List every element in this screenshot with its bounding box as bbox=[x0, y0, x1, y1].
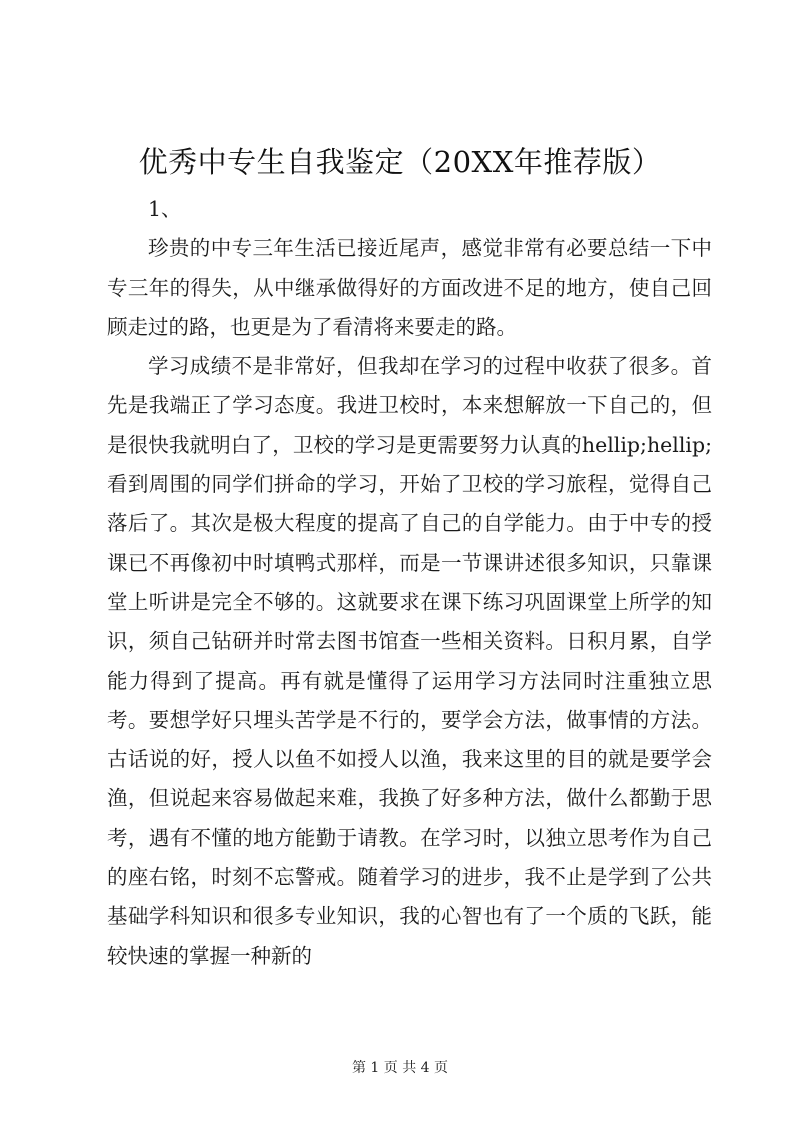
page-number-footer: 第 1 页 共 4 页 bbox=[351, 1060, 449, 1076]
paragraph-study: 学习成绩不是非常好，但我却在学习的过程中收获了很多。首先是我端正了学习态度。我进卫校时，本来想解放一下自己的，但是很快我就明白了，卫校的学习是更需要努力认真的hellip;hellip;看到周围的同学们拼命的学习，开始了卫校的学习旅程，觉得自己落后了。其次是极大程度的提高了自己的自学能力。由于中专的授课已不再像初中时填鸭式那样，而是一节课讲述很多知识，只靠课堂上听讲是完全不够的。这就要求在课下练习巩固课堂上所学的知识，须自己钻研并时常去图书馆查一些相关资料。日积月累，自学能力得到了提高。再有就是懂得了运用学习方法同时注重独立思考。要想学好只埋头苦学是不行的，要学会方法，做事情的方法。古话说的好，授人以鱼不如授人以渔，我来这里的目的就是要学会渔，但说起来容易做起来难，我换了好多种方法，做什么都勤于思考，遇有不懂的地方能勤于请教。在学习时，以独立思考作为自己的座右铭，时刻不忘警戒。随着学习的进步，我不止是学到了公共基础学科知识和很多专业知识，我的心智也有了一个质的飞跃，能较快速的掌握一种新的 bbox=[107, 354, 712, 968]
paragraph-intro: 珍贵的中专三年生活已接近尾声，感觉非常有必要总结一下中专三年的得失，从中继承做得好的方面改进不足的地方，使自己回顾走过的路，也更是为了看清将来要走的路。 bbox=[107, 236, 712, 339]
paragraph-number: 1、 bbox=[148, 197, 182, 221]
document-title: 优秀中专生自我鉴定（20XX年推荐版） bbox=[138, 145, 662, 179]
document-body bbox=[107, 190, 712, 976]
